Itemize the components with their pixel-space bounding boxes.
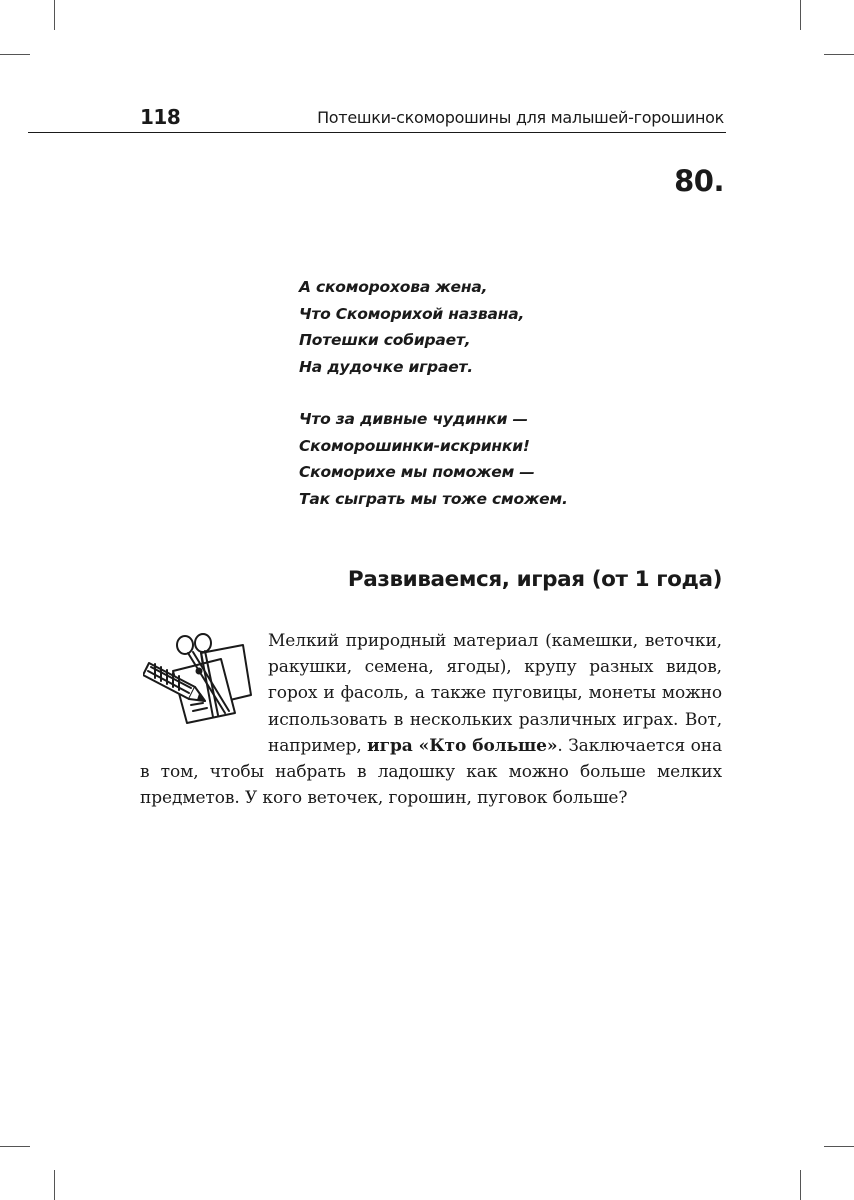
section-heading: Развиваемся, играя (от 1 года) bbox=[347, 567, 722, 592]
crop-mark bbox=[0, 1146, 30, 1147]
verse-line: На дудочке играет. bbox=[299, 357, 473, 376]
icon-spacer bbox=[140, 628, 268, 756]
poem-number: 80. bbox=[674, 164, 724, 198]
paragraph-intro: Мелкий природный материал (камешки, веточки, ракушки, семена, ягоды), крупу разных видов, горох и фасоль, а также пуговицы, монеты можно использовать в нескольких различных играх. Вот, например, bbox=[268, 631, 722, 756]
verse-line: Так сыграть мы тоже сможем. bbox=[299, 489, 568, 508]
verse-line: Скоморошинки-искринки! bbox=[299, 436, 530, 455]
crop-mark bbox=[824, 1146, 854, 1147]
running-head bbox=[28, 100, 726, 133]
body-text bbox=[140, 628, 722, 811]
page-number: 118 bbox=[140, 105, 181, 129]
stanza bbox=[299, 274, 568, 380]
crop-mark bbox=[824, 54, 854, 55]
running-title: Потешки-скоморошины для малышей-горошинок bbox=[317, 108, 724, 127]
crop-mark bbox=[54, 1170, 55, 1200]
paragraph-rest: . Заключается она в том, чтобы набрать в ладошку как можно больше мелких предметов. У кого веточек, горошин, пуговок больше? bbox=[140, 735, 722, 809]
crop-mark bbox=[54, 0, 55, 30]
verse-line: Потешки собирает, bbox=[299, 331, 471, 349]
verse-line: А скоморохова жена, bbox=[299, 278, 488, 296]
stanza bbox=[299, 406, 568, 512]
verse-line: Что за дивные чудинки — bbox=[299, 410, 528, 428]
crop-mark bbox=[800, 1170, 801, 1200]
crop-mark bbox=[0, 54, 30, 55]
verse-line: Что Скоморихой названа, bbox=[299, 304, 525, 323]
crop-mark bbox=[800, 0, 801, 30]
game-name: игра «Кто больше» bbox=[367, 735, 558, 756]
verse-line: Скоморихе мы поможем — bbox=[299, 463, 535, 481]
poem bbox=[299, 274, 568, 512]
